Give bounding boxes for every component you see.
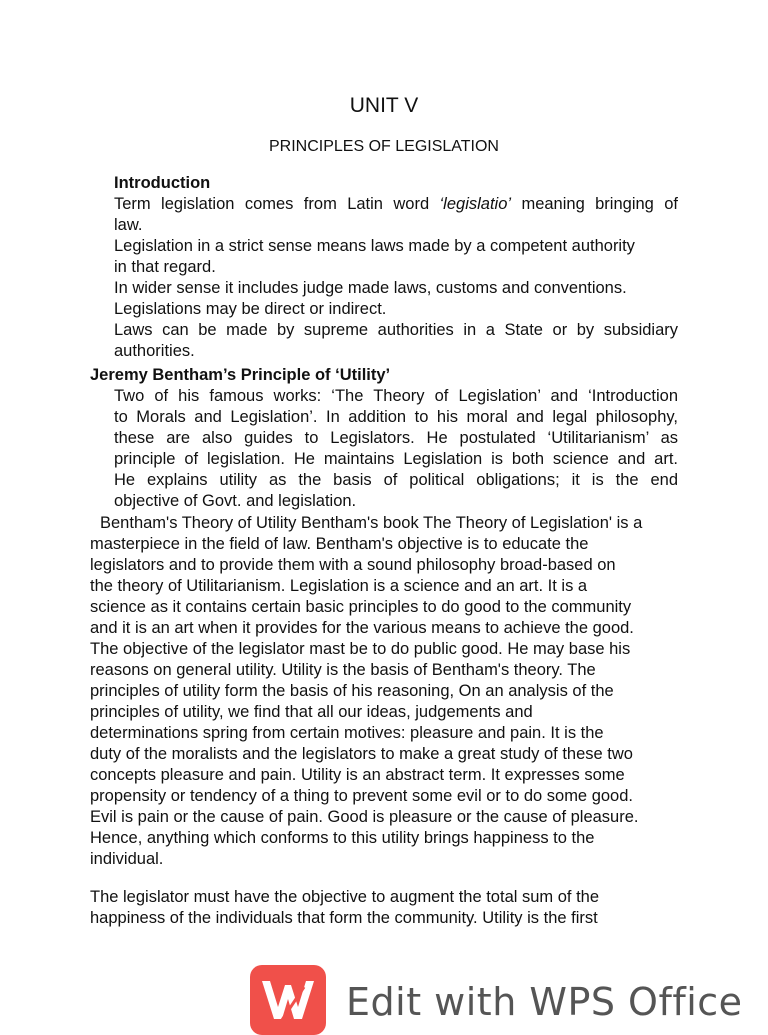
bentham-line: objective of Govt. and legislation.	[114, 492, 357, 510]
theory-line: principles of utility, we find that all our ideas, judgements and	[90, 703, 533, 721]
wps-watermark-text: Edit with WPS Office	[346, 980, 743, 1024]
bentham-line: He explains utility as the basis of political obligations; it is the end	[114, 471, 678, 489]
intro-p1-text: Term legislation comes from Latin word	[114, 195, 440, 213]
theory-line-text: Bentham's Theory of Utility Bentham's book The Theory of Legislation' is a	[100, 514, 643, 532]
theory-line: legislators and to provide them with a sound philosophy broad-based on	[90, 556, 616, 574]
theory-line: the theory of Utilitarianism. Legislation is a science and an art. It is a	[90, 577, 588, 595]
intro-paragraph-5-line-1: Laws can be made by supreme authorities in a State or by subsidiary	[114, 321, 678, 339]
wps-w-mark-icon	[260, 977, 316, 1023]
theory-line: and it is an art when it provides for the various means to achieve the good.	[90, 619, 634, 637]
theory-line: determinations spring from certain motives: pleasure and pain. It is the	[90, 724, 604, 742]
bentham-line: these are also guides to Legislators. He postulated ‘Utilitarianism’ as	[114, 429, 678, 447]
theory-line: The objective of the legislator mast be to do public good. He may base his	[90, 640, 631, 658]
intro-paragraph-2-line-2: in that regard.	[114, 258, 216, 276]
theory-line: individual.	[90, 850, 164, 868]
theory-line: concepts pleasure and pain. Utility is an abstract term. It expresses some	[90, 766, 625, 784]
theory-line: masterpiece in the field of law. Bentham's objective is to educate the	[90, 535, 589, 553]
bentham-line: to Morals and Legislation’. In addition to his moral and legal philosophy,	[114, 408, 678, 426]
intro-paragraph-2-line-1: Legislation in a strict sense means laws made by a competent authority	[114, 237, 635, 255]
intro-paragraph-5-line-2: authorities.	[114, 342, 195, 360]
theory-line: science as it contains certain basic principles to do good to the community	[90, 598, 632, 616]
theory-line: principles of utility form the basis of his reasoning, On an analysis of the	[90, 682, 614, 700]
theory-line: reasons on general utility. Utility is the basis of Bentham's theory. The	[90, 661, 596, 679]
theory-paragraph	[90, 513, 678, 870]
intro-paragraph-1	[114, 194, 678, 215]
theory-line-first	[90, 513, 678, 534]
intro-p1-text-end: meaning bringing of	[511, 195, 678, 213]
introduction-section	[114, 173, 678, 362]
theory-line: Evil is pain or the cause of pain. Good is pleasure or the cause of pleasure.	[90, 808, 639, 826]
intro-p1-latin-word: ‘legislatio’	[439, 195, 512, 213]
theory-line: Hence, anything which conforms to this utility brings happiness to the	[90, 829, 595, 847]
bentham-line: Two of his famous works: ‘The Theory of Legislation’ and ‘Introduction	[114, 387, 678, 405]
introduction-heading: Introduction	[114, 174, 211, 192]
page-title: UNIT V	[349, 94, 419, 117]
intro-paragraph-1-cont: law.	[114, 216, 143, 234]
page-subtitle: PRINCIPLES OF LEGISLATION	[269, 138, 499, 155]
intro-paragraph-3: In wider sense it includes judge made laws, customs and conventions.	[114, 279, 627, 297]
legislator-line: happiness of the individuals that form the community. Utility is the first	[90, 909, 598, 927]
wps-watermark[interactable]	[250, 962, 768, 1024]
theory-line: duty of the moralists and the legislators to make a great study of these two	[90, 745, 633, 763]
bentham-paragraph	[114, 386, 678, 512]
theory-line: propensity or tendency of a thing to prevent some evil or to do some good.	[90, 787, 633, 805]
legislator-line: The legislator must have the objective to augment the total sum of the	[90, 888, 600, 906]
bentham-line: principle of legislation. He maintains Legislation is both science and art.	[114, 450, 678, 468]
legislator-paragraph	[90, 887, 678, 929]
intro-paragraph-4: Legislations may be direct or indirect.	[114, 300, 387, 318]
wps-logo-icon	[250, 965, 326, 1035]
bentham-heading: Jeremy Bentham’s Principle of ‘Utility’	[90, 366, 391, 384]
